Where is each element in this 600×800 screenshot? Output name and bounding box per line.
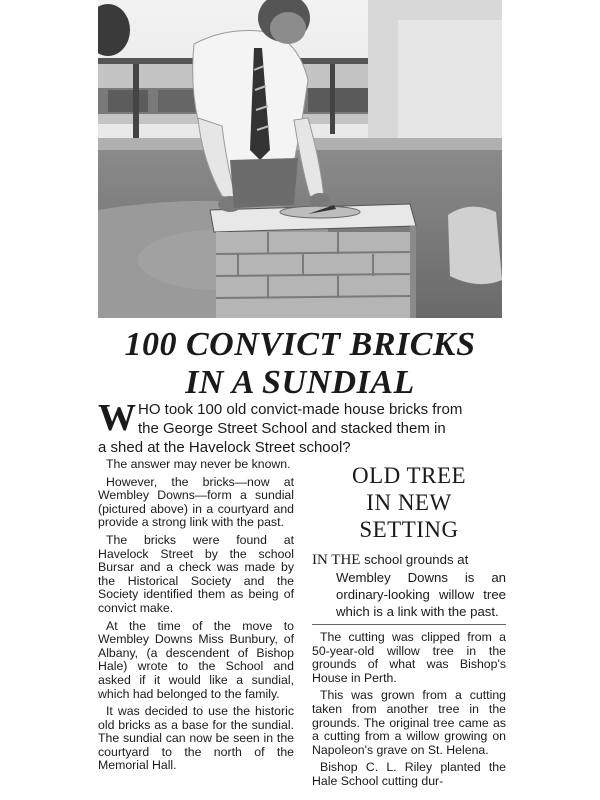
sidebar-paragraph: This was grown from a cutting taken from another tree in the grounds. The original tree came as a cutting from a willow growing on Napoleon's grave on St. Helena. [312, 688, 506, 757]
column-divider [312, 624, 506, 625]
lead-paragraph [98, 397, 502, 457]
sidebar-title-line-2: IN NEW [366, 490, 452, 515]
sidebar-lead-text: school grounds at [360, 552, 469, 567]
drop-cap: W [98, 397, 136, 439]
sidebar-story-column [312, 458, 506, 793]
story-paragraph: However, the bricks—now at Wembley Downs—form a sundial (pictured above) in a courtyard and provide a strong link with the past. [98, 474, 294, 530]
sidebar-title-line-1: OLD TREE [351, 463, 467, 488]
sundial-photo-illustration [98, 0, 502, 318]
story-paragraph: It was decided to use the historic old bricks as a base for the sundial. The sundial can now be seen in the courtyard to the north of the Memorial Hall. [98, 704, 294, 773]
headline-line-2: IN A SUNDIAL [185, 364, 415, 401]
sidebar-story-title [312, 462, 506, 543]
sidebar-title-line-3: SETTING [359, 517, 459, 542]
sidebar-paragraph: Bishop C. L. Riley planted the Hale School cutting dur- [312, 760, 506, 788]
story-paragraph: The bricks were found at Havelock Street by the school Bursar and a check was made by the Historical Society and the Society identified them as being of convict make. [98, 532, 294, 615]
sidebar-lead-continuation: Wembley Downs is an ordinary-looking willow tree which is a link with the past. [336, 570, 506, 619]
story-paragraph: At the time of the move to Wembley Downs Miss Bunbury, of Albany, (a descendent of Bishop Hale) wrote to the School and asked if it would like a sundial, which had belonged to the family. [98, 618, 294, 701]
lead-line-1: HO took 100 old convict-made house bricks from [138, 401, 463, 418]
main-story-column [98, 458, 294, 777]
sundial-photo [98, 0, 502, 318]
sidebar-paragraph: The cutting was clipped from a 50-year-old willow tree in the grounds of what was Bishop's House in Perth. [312, 630, 506, 685]
headline-line-1: 100 CONVICT BRICKS [124, 326, 476, 363]
lead-line-2: the George Street School and stacked them in [138, 420, 446, 437]
sidebar-lead-paragraph [312, 551, 506, 620]
story-paragraph: The answer may never be known. [106, 457, 291, 471]
lead-line-3: a shed at the Havelock Street school? [98, 439, 351, 456]
sidebar-lead-caps: IN THE [312, 552, 361, 568]
